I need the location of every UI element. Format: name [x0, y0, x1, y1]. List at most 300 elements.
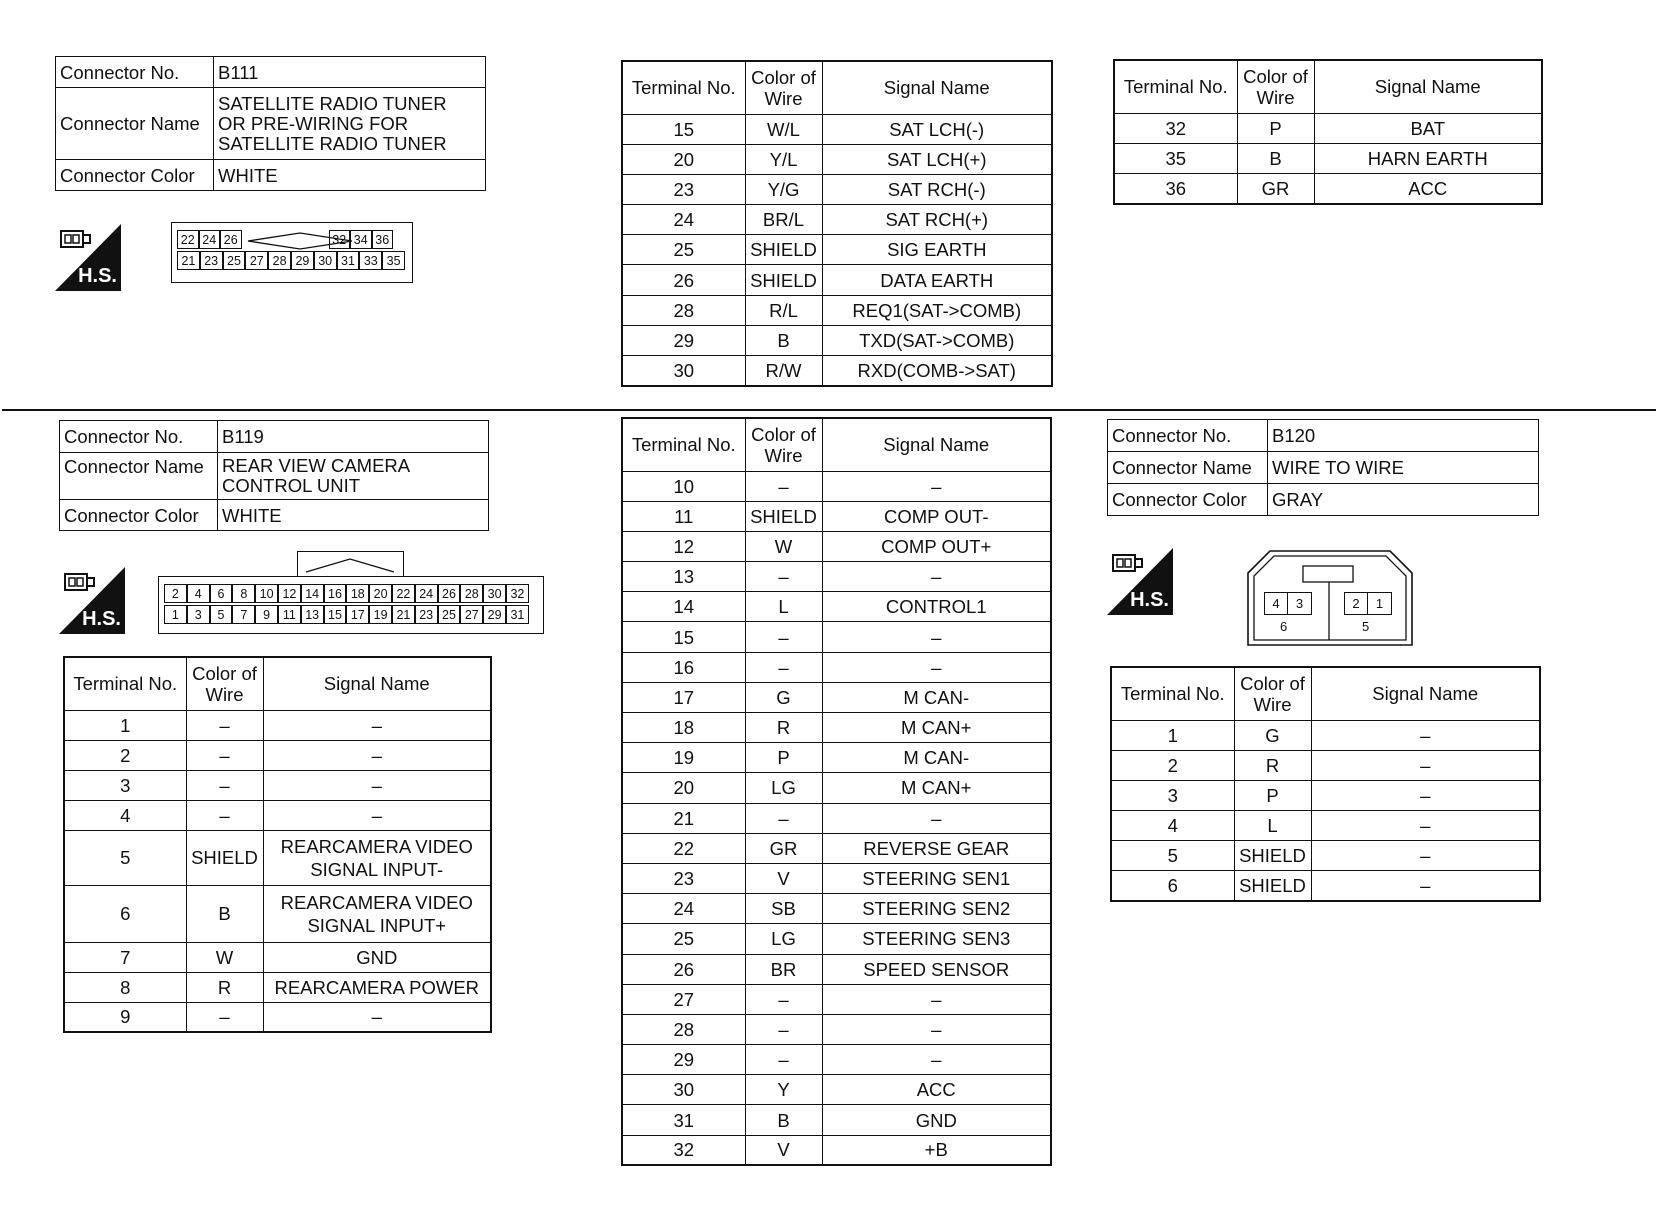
- b119-pin: 10: [255, 584, 278, 603]
- terminal-no-cell: 25: [622, 924, 745, 954]
- terminal-no-cell: 17: [622, 682, 745, 712]
- b120-pin-group-right: [1344, 592, 1392, 615]
- terminal-no-cell: 24: [622, 205, 745, 235]
- b119-pin: 1: [164, 605, 187, 624]
- b120-connector-no-value: B120: [1268, 420, 1539, 452]
- b120-pin: 1: [1367, 593, 1391, 614]
- wire-color-cell: W: [745, 531, 822, 561]
- table-row: [1114, 113, 1542, 143]
- terminal-no-cell: 1: [64, 710, 186, 740]
- b120-connector-name-value: WIRE TO WIRE: [1268, 452, 1539, 484]
- b111-connector-name-value: SATELLITE RADIO TUNER OR PRE-WIRING FOR SATELLITE RADIO TUNER: [214, 88, 486, 160]
- b119-pin: 8: [232, 584, 255, 603]
- wire-color-cell: L: [745, 592, 822, 622]
- b119-connector-color-value: WHITE: [218, 500, 489, 531]
- b120-harness-side-icon: [1107, 548, 1173, 615]
- wire-color-cell: –: [745, 562, 822, 592]
- terminal-no-cell: 30: [622, 1075, 745, 1105]
- terminal-no-cell: 10: [622, 471, 745, 501]
- b119-connector-lock-tab: [297, 551, 404, 578]
- b119-pin: 11: [278, 605, 301, 624]
- terminal-no-cell: 1: [1111, 720, 1234, 750]
- terminal-no-cell: 4: [64, 800, 186, 830]
- signal-name-cell: STEERING SEN1: [822, 863, 1051, 893]
- col-header-color: Color of Wire: [745, 418, 822, 471]
- wire-color-cell: W/L: [745, 114, 822, 144]
- signal-name-cell: RXD(COMB->SAT): [822, 356, 1052, 386]
- wire-color-cell: G: [745, 682, 822, 712]
- b119-pin: 31: [506, 605, 529, 624]
- signal-name-cell: REARCAMERA POWER: [263, 972, 491, 1002]
- signal-name-cell: HARN EARTH: [1314, 143, 1542, 173]
- terminal-no-cell: 28: [622, 295, 745, 325]
- wire-color-cell: B: [745, 325, 822, 355]
- signal-name-cell: ACC: [1314, 173, 1542, 203]
- col-header-signal: Signal Name: [822, 61, 1052, 114]
- table-row: [1111, 871, 1540, 901]
- terminal-no-cell: 15: [622, 622, 745, 652]
- table-row: [622, 471, 1051, 501]
- table-row: [1111, 750, 1540, 780]
- signal-name-cell: –: [822, 471, 1051, 501]
- terminal-no-cell: 3: [64, 770, 186, 800]
- b111-connector-face: [171, 222, 413, 283]
- wire-color-cell: L: [1234, 811, 1311, 841]
- b120-cavity-label-left: 6: [1280, 619, 1288, 634]
- terminal-no-cell: 23: [622, 174, 745, 204]
- signal-name-cell: CONTROL1: [822, 592, 1051, 622]
- table-row: [622, 265, 1052, 295]
- table-row: [622, 803, 1051, 833]
- b111-pin: 32: [329, 230, 351, 249]
- table-row: [64, 770, 491, 800]
- signal-name-cell: –: [822, 984, 1051, 1014]
- terminal-no-cell: 24: [622, 894, 745, 924]
- signal-name-cell: +B: [822, 1135, 1051, 1165]
- terminal-no-cell: 7: [64, 942, 186, 972]
- wire-color-cell: GR: [1237, 173, 1314, 203]
- wire-color-cell: SHIELD: [1234, 841, 1311, 871]
- signal-name-cell: SAT LCH(-): [822, 114, 1052, 144]
- wire-color-cell: –: [186, 710, 263, 740]
- b111-connector-color-label: Connector Color: [56, 160, 214, 191]
- b119-pin: 3: [187, 605, 210, 624]
- wire-color-cell: P: [745, 743, 822, 773]
- signal-name-cell: REARCAMERA VIDEO SIGNAL INPUT-: [263, 830, 491, 885]
- wire-color-cell: V: [745, 1135, 822, 1165]
- wire-color-cell: P: [1234, 780, 1311, 810]
- col-header-terminal: Terminal No.: [1114, 60, 1237, 113]
- b111-connector-no-label: Connector No.: [56, 57, 214, 88]
- table-row: [622, 1075, 1051, 1105]
- wire-color-cell: R: [1234, 750, 1311, 780]
- wire-color-cell: B: [1237, 143, 1314, 173]
- wire-color-cell: Y/L: [745, 144, 822, 174]
- terminal-no-cell: 22: [622, 833, 745, 863]
- table-row: [64, 1002, 491, 1032]
- signal-name-cell: –: [822, 1045, 1051, 1075]
- table-row: [622, 622, 1051, 652]
- signal-name-cell: –: [822, 652, 1051, 682]
- b119-pin: 32: [506, 584, 529, 603]
- wire-color-cell: R/L: [745, 295, 822, 325]
- b120-hs-label: H.S.: [1130, 589, 1169, 611]
- signal-name-cell: GND: [263, 942, 491, 972]
- b119-info-table: [59, 420, 489, 531]
- table-row: [622, 894, 1051, 924]
- terminal-no-cell: 16: [622, 652, 745, 682]
- signal-name-cell: REVERSE GEAR: [822, 833, 1051, 863]
- terminal-no-cell: 26: [622, 954, 745, 984]
- table-row: [622, 144, 1052, 174]
- col-header-color: Color of Wire: [1237, 60, 1314, 113]
- table-row: [622, 295, 1052, 325]
- wire-color-cell: BR: [745, 954, 822, 984]
- terminal-no-cell: 28: [622, 1014, 745, 1044]
- terminal-no-cell: 5: [1111, 841, 1234, 871]
- b111-pin: 28: [268, 251, 291, 270]
- wire-color-cell: –: [745, 652, 822, 682]
- terminal-no-cell: 8: [64, 972, 186, 1002]
- b119-pin: 27: [460, 605, 483, 624]
- b111-pin: 33: [359, 251, 382, 270]
- col-header-terminal: Terminal No.: [622, 418, 745, 471]
- wire-color-cell: V: [745, 863, 822, 893]
- wire-color-cell: Y/G: [745, 174, 822, 204]
- table-row: [622, 501, 1051, 531]
- b120-pin: 3: [1287, 593, 1311, 614]
- terminal-no-cell: 26: [622, 265, 745, 295]
- b120-connector-name-label: Connector Name: [1108, 452, 1268, 484]
- terminal-no-cell: 23: [622, 863, 745, 893]
- wire-color-cell: W: [186, 942, 263, 972]
- signal-name-cell: –: [263, 1002, 491, 1032]
- signal-name-cell: COMP OUT-: [822, 501, 1051, 531]
- table-row: [622, 954, 1051, 984]
- wire-color-cell: LG: [745, 924, 822, 954]
- signal-name-cell: –: [1311, 811, 1540, 841]
- wire-color-cell: SHIELD: [745, 235, 822, 265]
- terminal-no-cell: 19: [622, 743, 745, 773]
- col-header-color: Color of Wire: [186, 657, 263, 710]
- b119-connector-face: [158, 576, 544, 634]
- signal-name-cell: –: [822, 803, 1051, 833]
- b120-cavity-label-right: 5: [1362, 619, 1370, 634]
- signal-name-cell: –: [263, 800, 491, 830]
- wire-color-cell: R/W: [745, 356, 822, 386]
- col-header-color: Color of Wire: [1234, 667, 1311, 720]
- table-row: [64, 710, 491, 740]
- terminal-no-cell: 29: [622, 1045, 745, 1075]
- table-row: [622, 833, 1051, 863]
- b111-pin: 31: [337, 251, 360, 270]
- b111-info-table: [55, 56, 486, 191]
- b111-pin: 23: [200, 251, 223, 270]
- terminal-no-cell: 15: [622, 114, 745, 144]
- wire-color-cell: SB: [745, 894, 822, 924]
- b120-terminal-table: [1110, 666, 1541, 902]
- wire-color-cell: GR: [745, 833, 822, 863]
- b120-connector-color-value: GRAY: [1268, 484, 1539, 516]
- signal-name-cell: –: [1311, 750, 1540, 780]
- wire-color-cell: SHIELD: [1234, 871, 1311, 901]
- table-row: [622, 205, 1052, 235]
- terminal-no-cell: 14: [622, 592, 745, 622]
- b111-pin: 34: [350, 230, 372, 249]
- terminal-no-cell: 18: [622, 713, 745, 743]
- b119-connector-name-value: REAR VIEW CAMERA CONTROL UNIT: [218, 453, 489, 500]
- signal-name-cell: STEERING SEN2: [822, 894, 1051, 924]
- b119-pin: 28: [460, 584, 483, 603]
- b119-connector-name-label: Connector Name: [60, 453, 218, 500]
- b120-info-table: [1107, 419, 1539, 516]
- terminal-no-cell: 35: [1114, 143, 1237, 173]
- b119-pin: 9: [255, 605, 278, 624]
- b119-pin: 15: [324, 605, 347, 624]
- terminal-no-cell: 36: [1114, 173, 1237, 203]
- signal-name-cell: SIG EARTH: [822, 235, 1052, 265]
- b111-connector-no-value: B111: [214, 57, 486, 88]
- table-row: [622, 1014, 1051, 1044]
- b111-harness-side-icon: [55, 224, 121, 291]
- table-row: [622, 713, 1051, 743]
- signal-name-cell: BAT: [1314, 113, 1542, 143]
- b119-connector-no-value: B119: [218, 421, 489, 453]
- b119-pin: 16: [324, 584, 347, 603]
- terminal-no-cell: 30: [622, 356, 745, 386]
- b119-pin: 30: [483, 584, 506, 603]
- col-header-signal: Signal Name: [1311, 667, 1540, 720]
- signal-name-cell: M CAN+: [822, 773, 1051, 803]
- b111-pin: 25: [223, 251, 246, 270]
- terminal-no-cell: 6: [1111, 871, 1234, 901]
- col-header-signal: Signal Name: [1314, 60, 1542, 113]
- section-divider: [2, 409, 1656, 411]
- signal-name-cell: SPEED SENSOR: [822, 954, 1051, 984]
- signal-name-cell: M CAN-: [822, 682, 1051, 712]
- terminal-no-cell: 13: [622, 562, 745, 592]
- signal-name-cell: GND: [822, 1105, 1051, 1135]
- b119-pin: 12: [278, 584, 301, 603]
- signal-name-cell: M CAN+: [822, 713, 1051, 743]
- signal-name-cell: TXD(SAT->COMB): [822, 325, 1052, 355]
- b111-pin: 24: [199, 230, 221, 249]
- table-row: [622, 743, 1051, 773]
- b111-hs-label: H.S.: [78, 265, 117, 287]
- signal-name-cell: REQ1(SAT->COMB): [822, 295, 1052, 325]
- b119-pin: 5: [210, 605, 233, 624]
- b119-pin: 4: [187, 584, 210, 603]
- b119-pin: 2: [164, 584, 187, 603]
- table-row: [64, 740, 491, 770]
- terminal-no-cell: 32: [622, 1135, 745, 1165]
- table-row: [622, 174, 1052, 204]
- b120-connector-color-label: Connector Color: [1108, 484, 1268, 516]
- b119-pin: 24: [415, 584, 438, 603]
- b119-connector-no-label: Connector No.: [60, 421, 218, 453]
- wire-color-cell: B: [745, 1105, 822, 1135]
- signal-name-cell: STEERING SEN3: [822, 924, 1051, 954]
- b119-pin: 19: [369, 605, 392, 624]
- terminal-no-cell: 20: [622, 144, 745, 174]
- b119-pin: 29: [483, 605, 506, 624]
- table-row: [64, 885, 491, 942]
- signal-name-cell: –: [1311, 780, 1540, 810]
- terminal-no-cell: 2: [1111, 750, 1234, 780]
- wire-color-cell: –: [186, 740, 263, 770]
- wire-color-cell: BR/L: [745, 205, 822, 235]
- b111-pin: 29: [291, 251, 314, 270]
- signal-name-cell: –: [1311, 841, 1540, 871]
- terminal-no-cell: 21: [622, 803, 745, 833]
- table-row: [1111, 720, 1540, 750]
- signal-name-cell: DATA EARTH: [822, 265, 1052, 295]
- b119-pin: 22: [392, 584, 415, 603]
- wire-color-cell: SHIELD: [186, 830, 263, 885]
- b119-pin: 20: [369, 584, 392, 603]
- terminal-no-cell: 3: [1111, 780, 1234, 810]
- terminal-no-cell: 31: [622, 1105, 745, 1135]
- wire-color-cell: B: [186, 885, 263, 942]
- signal-name-cell: SAT RCH(-): [822, 174, 1052, 204]
- wire-color-cell: –: [745, 1045, 822, 1075]
- wire-color-cell: –: [186, 800, 263, 830]
- signal-name-cell: –: [263, 710, 491, 740]
- table-row: [622, 924, 1051, 954]
- signal-name-cell: –: [822, 1014, 1051, 1044]
- terminal-no-cell: 2: [64, 740, 186, 770]
- table-row: [1111, 780, 1540, 810]
- wire-color-cell: –: [745, 803, 822, 833]
- terminal-no-cell: 9: [64, 1002, 186, 1032]
- b120-pin-group-left: [1264, 592, 1312, 615]
- b119-pin: 13: [301, 605, 324, 624]
- table-row: [1114, 143, 1542, 173]
- table-row: [64, 800, 491, 830]
- wire-color-cell: –: [745, 471, 822, 501]
- wire-color-cell: –: [745, 1014, 822, 1044]
- signal-name-cell: –: [1311, 720, 1540, 750]
- b119-pin: 25: [438, 605, 461, 624]
- table-row: [622, 562, 1051, 592]
- signal-name-cell: –: [822, 562, 1051, 592]
- table-row: [622, 235, 1052, 265]
- table-row: [622, 1105, 1051, 1135]
- b119-pin: 14: [301, 584, 324, 603]
- b111-pin: 36: [372, 230, 394, 249]
- b111-pin: 30: [314, 251, 337, 270]
- table-row: [622, 1045, 1051, 1075]
- terminal-no-cell: 11: [622, 501, 745, 531]
- wire-color-cell: G: [1234, 720, 1311, 750]
- wire-color-cell: –: [186, 770, 263, 800]
- b120-connector-no-label: Connector No.: [1108, 420, 1268, 452]
- signal-name-cell: REARCAMERA VIDEO SIGNAL INPUT+: [263, 885, 491, 942]
- b119-terminal-table-b: [621, 417, 1052, 1166]
- b111-connector-name-label: Connector Name: [56, 88, 214, 160]
- col-header-terminal: Terminal No.: [1111, 667, 1234, 720]
- b119-pin: 23: [415, 605, 438, 624]
- signal-name-cell: ACC: [822, 1075, 1051, 1105]
- wire-color-cell: –: [186, 1002, 263, 1032]
- table-row: [64, 972, 491, 1002]
- wire-color-cell: LG: [745, 773, 822, 803]
- b119-harness-side-icon: [59, 567, 125, 634]
- table-row: [64, 830, 491, 885]
- b119-terminal-table-a: [63, 656, 492, 1033]
- b119-pin: 21: [392, 605, 415, 624]
- col-header-terminal: Terminal No.: [64, 657, 186, 710]
- table-row: [1111, 811, 1540, 841]
- terminal-no-cell: 32: [1114, 113, 1237, 143]
- b119-pin: 18: [346, 584, 369, 603]
- wire-color-cell: –: [745, 622, 822, 652]
- b120-pin: 2: [1352, 596, 1360, 611]
- col-header-color: Color of Wire: [745, 61, 822, 114]
- signal-name-cell: M CAN-: [822, 743, 1051, 773]
- signal-name-cell: –: [263, 740, 491, 770]
- b119-connector-color-label: Connector Color: [60, 500, 218, 531]
- terminal-no-cell: 12: [622, 531, 745, 561]
- table-row: [622, 863, 1051, 893]
- table-row: [622, 1135, 1051, 1165]
- signal-name-cell: COMP OUT+: [822, 531, 1051, 561]
- signal-name-cell: SAT LCH(+): [822, 144, 1052, 174]
- terminal-no-cell: 25: [622, 235, 745, 265]
- col-header-signal: Signal Name: [822, 418, 1051, 471]
- signal-name-cell: SAT RCH(+): [822, 205, 1052, 235]
- terminal-no-cell: 5: [64, 830, 186, 885]
- b119-pin: 7: [232, 605, 255, 624]
- b111-terminal-table-b: [1113, 59, 1543, 205]
- wire-color-cell: R: [745, 713, 822, 743]
- b111-pin: 26: [220, 230, 242, 249]
- wire-color-cell: P: [1237, 113, 1314, 143]
- table-row: [622, 984, 1051, 1014]
- table-row: [622, 773, 1051, 803]
- wire-color-cell: R: [186, 972, 263, 1002]
- wire-color-cell: SHIELD: [745, 265, 822, 295]
- wire-color-cell: –: [745, 984, 822, 1014]
- col-header-terminal: Terminal No.: [622, 61, 745, 114]
- b111-pin: 21: [177, 251, 200, 270]
- table-row: [622, 114, 1052, 144]
- b119-pin: 6: [210, 584, 233, 603]
- b111-pin: 35: [382, 251, 405, 270]
- col-header-signal: Signal Name: [263, 657, 491, 710]
- terminal-no-cell: 4: [1111, 811, 1234, 841]
- table-row: [622, 325, 1052, 355]
- b120-pin: 4: [1272, 596, 1280, 611]
- table-row: [622, 682, 1051, 712]
- table-row: [622, 356, 1052, 386]
- signal-name-cell: –: [263, 770, 491, 800]
- table-row: [64, 942, 491, 972]
- signal-name-cell: –: [1311, 871, 1540, 901]
- b119-pin: 17: [346, 605, 369, 624]
- b111-terminal-table-a: [621, 60, 1053, 387]
- b119-pin: 26: [438, 584, 461, 603]
- b111-connector-color-value: WHITE: [214, 160, 486, 191]
- terminal-no-cell: 20: [622, 773, 745, 803]
- b111-pin: 27: [245, 251, 268, 270]
- terminal-no-cell: 6: [64, 885, 186, 942]
- terminal-no-cell: 27: [622, 984, 745, 1014]
- table-row: [622, 592, 1051, 622]
- table-row: [622, 531, 1051, 561]
- signal-name-cell: –: [822, 622, 1051, 652]
- terminal-no-cell: 29: [622, 325, 745, 355]
